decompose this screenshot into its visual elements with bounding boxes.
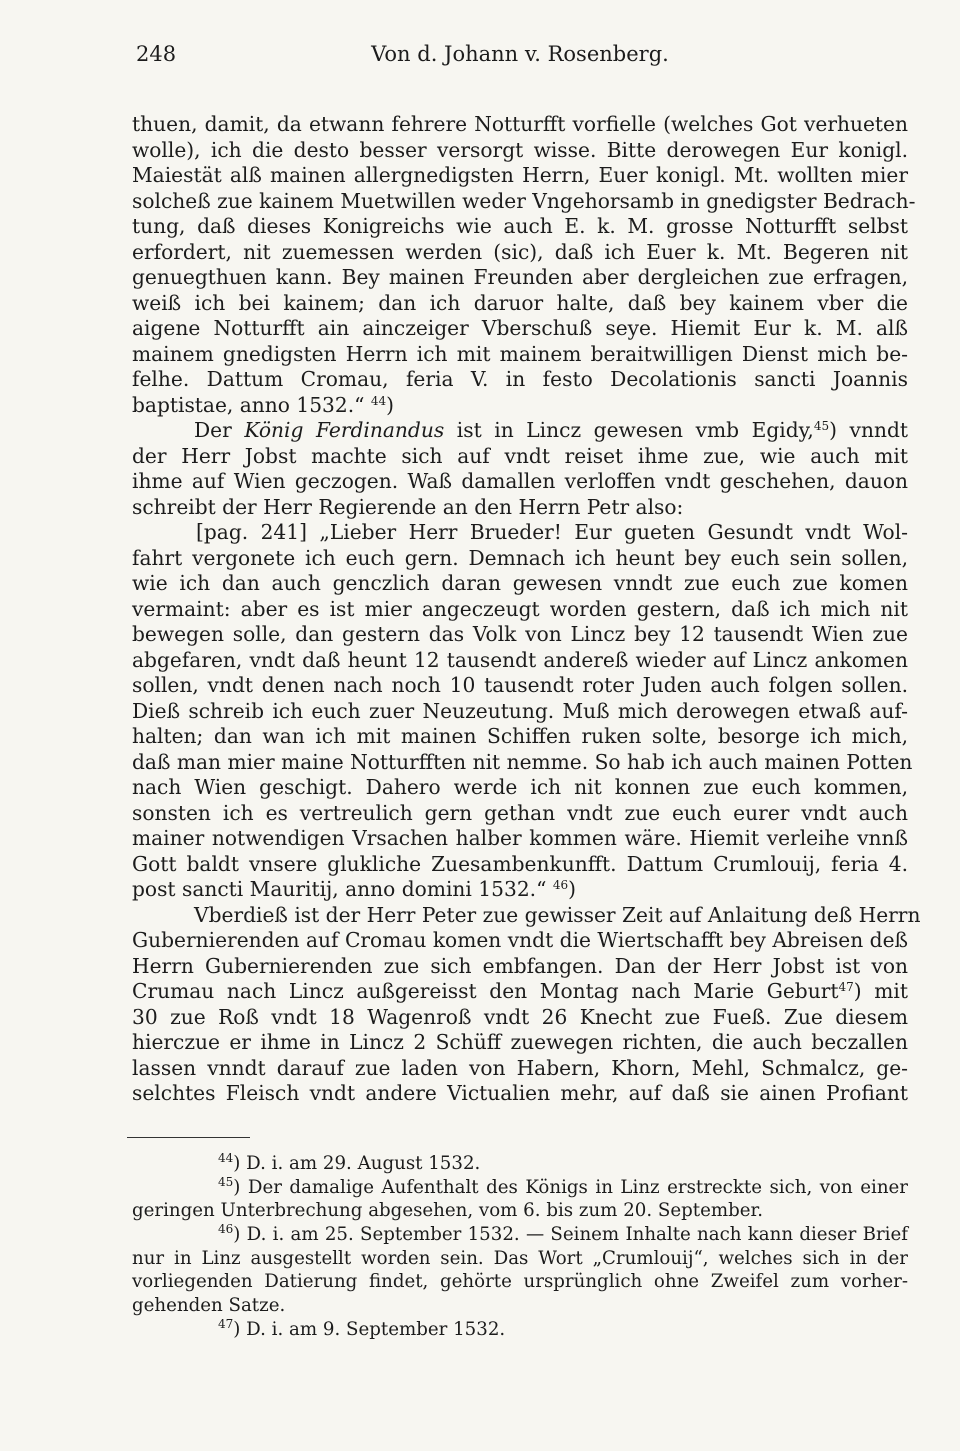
text-line: hierczue er ihme in Lincz 2 Schüff zuewegen richten, die auch beczallen (132, 1030, 908, 1054)
footnote-text: ) Der damalige Aufenthalt des Königs in Linz erstreckte sich, von einer (233, 1176, 908, 1198)
footnotes (132, 1152, 908, 1342)
footnote-ref-45[interactable]: 45 (813, 419, 830, 433)
line-text: ) mit (853, 979, 908, 1003)
footnote-line: vorliegenden Datierung findet, gehörte ursprünglich ohne Zweifel zum vorher- (132, 1271, 908, 1293)
text-line: wie ich dan auch genczlich daran gewesen vnndt zue euch zue komen (132, 571, 908, 595)
text-line: Maiestät alß mainen allergnedigsten Herrn, Euer konigl. Mt. wollten mier (132, 163, 908, 187)
footnote-46 (132, 1223, 908, 1247)
page-number: 248 (136, 42, 177, 66)
text-line: Vberdieß ist der Herr Peter zue gewisser Zeit auf Anlaitung deß Herrn (194, 902, 921, 927)
text-line: lassen vnndt darauf zue laden von Habern, Khorn, Mehl, Schmalcz, ge- (132, 1055, 908, 1080)
line-text: ist in Lincz gewesen vmb Egidy, (444, 418, 814, 442)
text-line: mainem gnedigsten Herrn ich mit mainem beraitwilligen Dienst mich be- (132, 341, 908, 366)
text-line: mainer notwendigen Vrsachen halber kommen wäre. Hiemit verleihe vnnß (132, 826, 908, 850)
text-line: Herrn Gubernierenden zue sich embfangen. Dan der Herr Jobst ist von (132, 953, 908, 978)
footnote-ref-44[interactable]: 44 (370, 393, 387, 408)
text-line (132, 393, 908, 419)
text-line: daß man mier maine Notturfften nit nemme. So hab ich auch mainen Potten (132, 749, 913, 774)
page-header (132, 42, 908, 82)
footnote-divider (127, 1137, 250, 1138)
footnote-ref-46[interactable]: 46 (552, 878, 569, 892)
line-text: ) vnndt (829, 418, 908, 442)
footnote-mark: 44 (218, 1151, 234, 1165)
bracket: ) (386, 392, 395, 417)
emphasized-name: König Ferdinandus (244, 418, 445, 442)
text-line: wolle), ich die desto besser versorgt wisse. Bitte derowegen Eur konigl. (132, 137, 908, 162)
running-title: Von d. Johann v. Rosenberg. (371, 42, 669, 66)
text-line: selchtes Fleisch vndt andere Victualien mehr, auf daß sie ainen Profiant (132, 1081, 908, 1105)
line-text: Crumau nach Lincz außgereisst den Montag nach Marie Geburt (132, 979, 839, 1003)
text-line (132, 418, 908, 444)
text-line: vermaint: aber es ist mier angeczeugt worden gestern, daß ich mich nit (132, 596, 908, 621)
text-line: sollen, vndt denen nach noch 10 tausendt roter Juden auch folgen sollen. (132, 673, 908, 697)
text-line: Gott baldt vnsere glukliche Zuesambenkunfft. Dattum Crumlouij, feria 4. (132, 851, 908, 876)
line-text: baptistae, anno 1532.“ (132, 392, 365, 417)
text-line: fahrt vergonete ich euch gern. Demnach ich heunt bey euch sein sollen, (132, 545, 908, 570)
footnote-line: nur in Linz ausgestellt worden sein. Das Wort „Crumlouij“, welches sich in der (132, 1247, 908, 1269)
footnote-47 (132, 1318, 908, 1342)
main-text (132, 112, 921, 1107)
footnote-text: ) D. i. am 25. September 1532. — Seinem Inhalte nach kann dieser Brief (233, 1224, 908, 1246)
footnote-text: ) D. i. am 9. September 1532. (233, 1318, 506, 1340)
text-line: sonsten ich es vertreulich gern gethan vndt zue euch eurer vndt auch (132, 800, 908, 825)
text-line: thuen, damit, da etwann fehrere Notturfft vorfielle (welches Got verhueten (132, 112, 908, 136)
text-line: nach Wien geschigt. Dahero werde ich nit konnen zue euch kommen, (132, 775, 908, 799)
text-line: tung, daß dieses Konigreichs wie auch E. k. M. grosse Notturfft selbst (132, 214, 908, 238)
line-text: Der (194, 418, 245, 442)
footnote-line: gehenden Satze. (132, 1295, 286, 1317)
text-line: Gubernierenden auf Cromau komen vndt die Wiertschafft bey Abreisen deß (132, 928, 908, 952)
footnote-mark: 47 (218, 1316, 234, 1331)
text-line: abgefaren, vndt daß heunt 12 tausendt andereß wieder auf Lincz ankomen (132, 647, 908, 672)
text-line: erfordert, nit zuemessen werden (sic), daß ich Euer k. Mt. Begeren nit (132, 239, 908, 264)
footnote-line: geringen Unterbrechung abgesehen, vom 6. bis zum 20. September. (132, 1200, 763, 1222)
text-line: [pag. 241] „Lieber Herr Brueder! Eur gueten Gesundt vndt Wol- (196, 520, 908, 544)
text-line: schreibt der Herr Regierende an den Herrn Petr also: (132, 494, 684, 519)
text-line: halten; dan wan ich mit mainen Schiffen ruken solte, besorge ich mich, (132, 724, 908, 748)
text-line: weiß ich bei kainem; dan ich daruor halte, daß bey kainem vber die (132, 290, 908, 315)
text-line: Dieß schreib ich euch zuer Neuzeutung. Muß mich derowegen etwaß auf- (132, 698, 908, 723)
footnote-ref-47[interactable]: 47 (838, 980, 854, 994)
bracket: ) (568, 877, 576, 901)
text-line: aigene Notturfft ain ainczeiger Vberschuß seye. Hiemit Eur k. M. alß (132, 316, 908, 340)
text-line: felhe. Dattum Cromau, feria V. in festo Decolationis sancti Joannis (132, 367, 908, 391)
text-line: solcheß zue kainem Muetwillen weder Vngehorsamb in gnedigster Bedrach- (132, 188, 916, 213)
text-line: 30 zue Roß vndt 18 Wagenroß vndt 26 Knecht zue Fueß. Zue diesem (132, 1004, 908, 1029)
footnote-mark: 45 (218, 1174, 234, 1189)
footnote-45 (132, 1176, 908, 1200)
text-line: genuegthuen kann. Bey mainen Freunden aber dergleichen zue erfragen, (132, 265, 908, 289)
footnote-text: ) D. i. am 29. August 1532. (233, 1153, 481, 1174)
text-line (132, 877, 908, 903)
line-text: post sancti Mauritij, anno domini 1532.“ (132, 877, 547, 901)
footnote-44 (132, 1152, 908, 1176)
text-line: bewegen solle, dan gestern das Volk von Lincz bey 12 tausendt Wien zue (132, 622, 908, 646)
text-line: der Herr Jobst machte sich auf vndt reiset ihme zue, wie auch mit (132, 443, 908, 468)
text-line (132, 979, 908, 1005)
footnote-mark: 46 (218, 1222, 234, 1237)
text-line: ihme auf Wien geczogen. Waß damallen verloffen vndt geschehen, dauon (132, 469, 908, 493)
